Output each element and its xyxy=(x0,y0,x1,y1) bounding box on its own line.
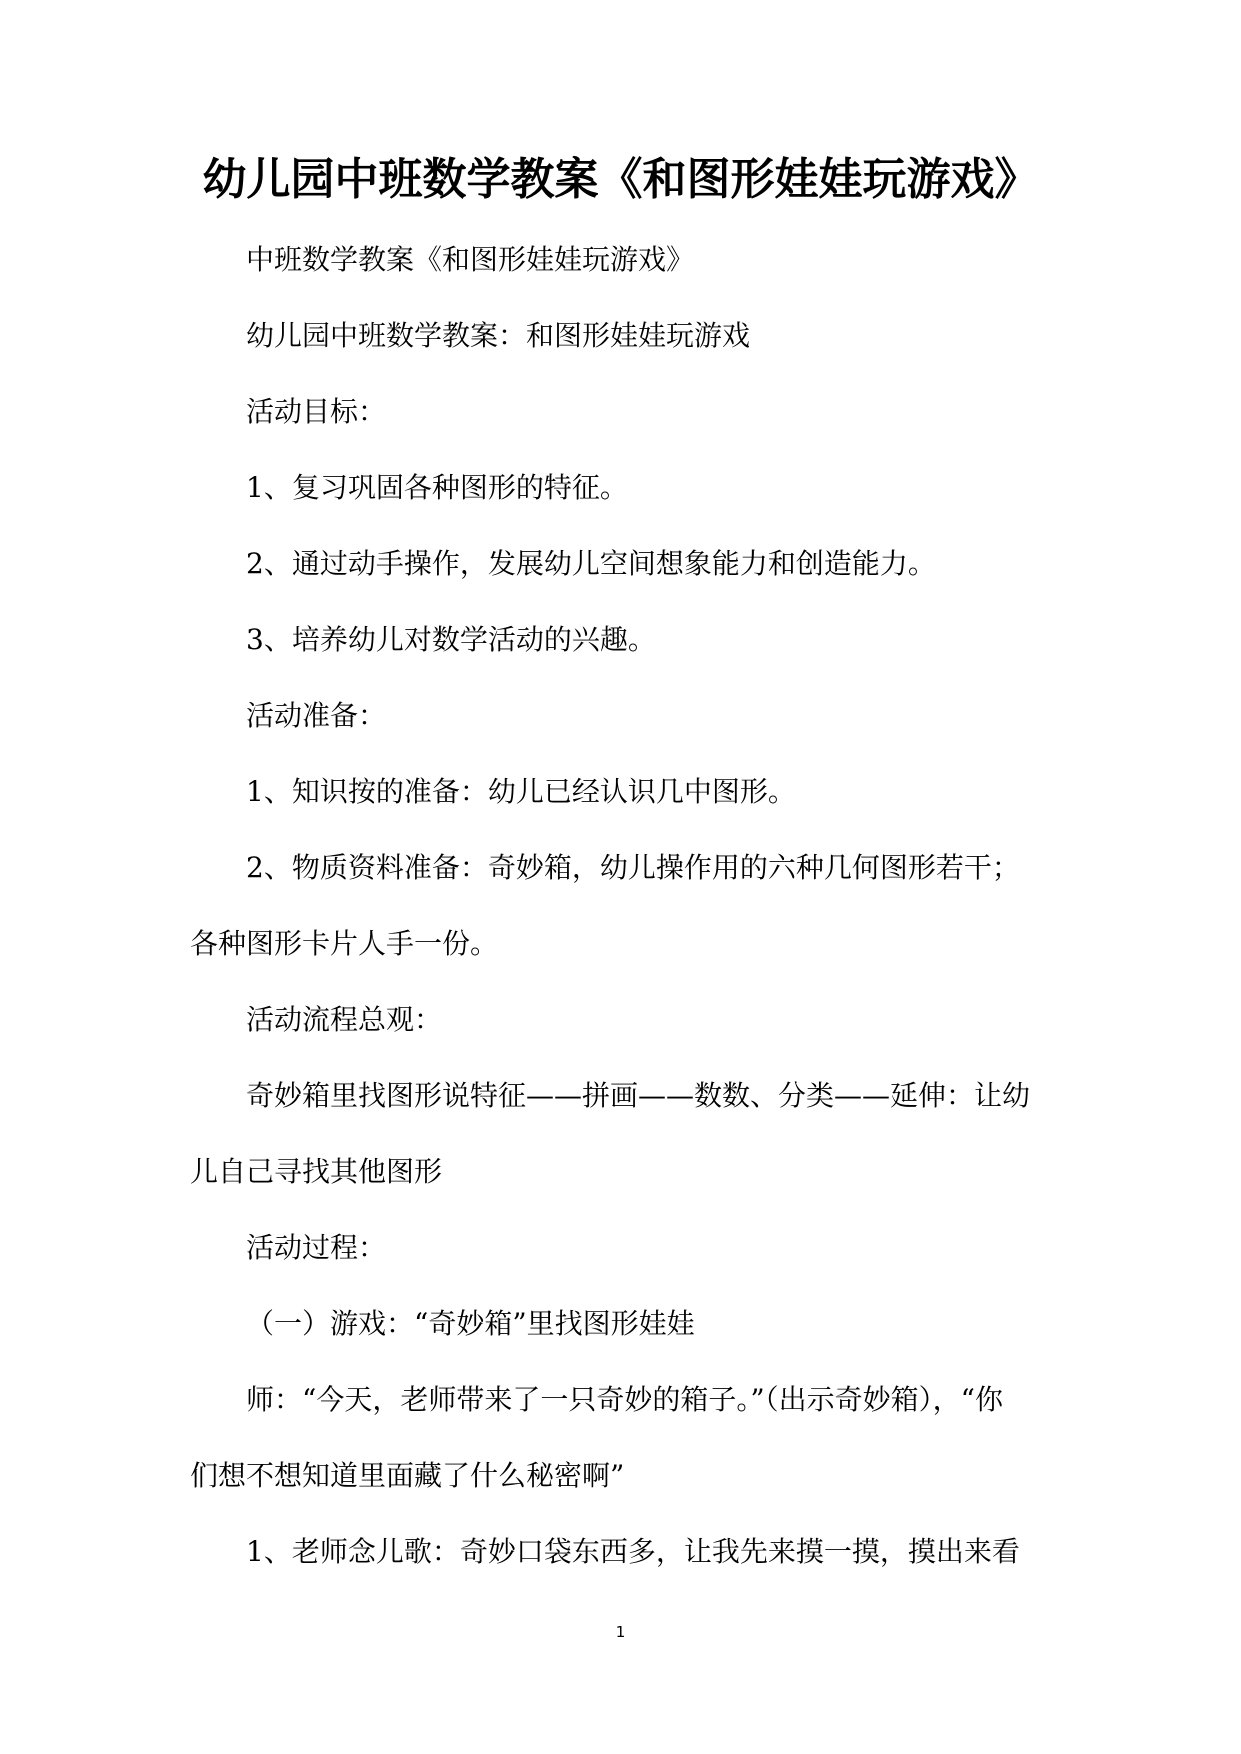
paragraph-heading xyxy=(190,298,1070,374)
paragraph-text: 2、通过动手操作，发展幼儿空间想象能力和创造能力。 xyxy=(246,547,936,580)
paragraph-text: 活动过程： xyxy=(246,1231,387,1264)
overview-text xyxy=(190,1058,1070,1134)
document-title: 幼儿园中班数学教案《和图形娃娃玩游戏》 xyxy=(202,154,1039,205)
paragraph-text: 1、老师念儿歌：奇妙口袋东西多，让我先来摸一摸，摸出来看 xyxy=(246,1535,1020,1568)
paragraph-text: 儿自己寻找其他图形 xyxy=(190,1155,443,1188)
paragraph-text: 幼儿园中班数学教案：和图形娃娃玩游戏 xyxy=(246,319,751,352)
paragraph-text: 活动准备： xyxy=(246,699,387,732)
paragraph-text: 2、物质资料准备：奇妙箱，幼儿操作用的六种几何图形若干； xyxy=(246,851,1020,884)
paragraph-text: 活动目标： xyxy=(246,395,387,428)
paragraph-text: 活动流程总观： xyxy=(246,1003,443,1036)
page-number: 1 xyxy=(615,1623,626,1641)
paragraph-text: 3、培养幼儿对数学活动的兴趣。 xyxy=(246,623,656,656)
section-heading-process xyxy=(190,1210,1070,1286)
paragraph-text: 1、知识按的准备：幼儿已经认识几中图形。 xyxy=(246,775,796,808)
process-text-continued xyxy=(190,1438,1070,1514)
goal-item xyxy=(190,526,1070,602)
section-heading-goals xyxy=(190,374,1070,450)
overview-text-continued xyxy=(190,1134,1070,1210)
paragraph-subtitle xyxy=(190,222,1070,298)
paragraph-text: 中班数学教案《和图形娃娃玩游戏》 xyxy=(246,243,695,276)
paragraph-text: （一）游戏：“奇妙箱”里找图形娃娃 xyxy=(246,1307,695,1340)
process-subheading xyxy=(190,1286,1070,1362)
paragraph-text: 师：“今天，老师带来了一只奇妙的箱子。”（出示奇妙箱），“你 xyxy=(246,1383,1003,1416)
preparation-item-continued xyxy=(190,906,1070,982)
paragraph-text: 奇妙箱里找图形说特征——拼画——数数、分类——延伸：让幼 xyxy=(246,1079,1031,1112)
goal-item xyxy=(190,450,1070,526)
goal-item xyxy=(190,602,1070,678)
process-item xyxy=(190,1514,1070,1590)
paragraph-text: 们想不想知道里面藏了什么秘密啊” xyxy=(190,1459,625,1492)
preparation-item xyxy=(190,754,1070,830)
process-text xyxy=(190,1362,1070,1438)
section-heading-overview xyxy=(190,982,1070,1058)
preparation-item xyxy=(190,830,1070,906)
paragraph-text: 1、复习巩固各种图形的特征。 xyxy=(246,471,628,504)
paragraph-text: 各种图形卡片人手一份。 xyxy=(190,927,499,960)
section-heading-preparation xyxy=(190,678,1070,754)
